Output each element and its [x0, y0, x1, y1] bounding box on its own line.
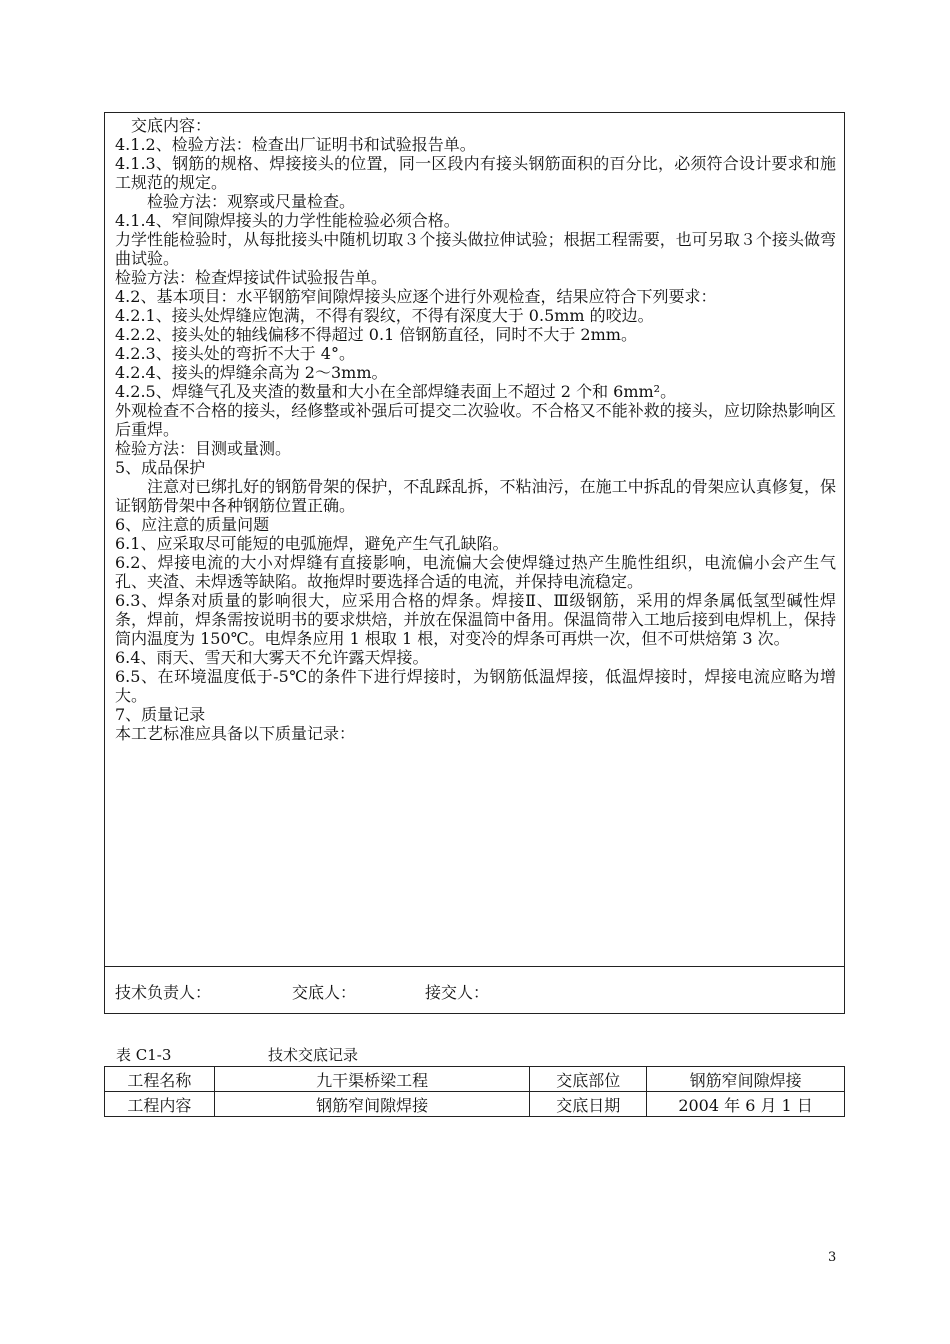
tech-lead-label: 技术负责人： — [115, 983, 212, 1002]
body-line: 4.2.3、接头处的弯折不大于 4°。 — [115, 344, 355, 363]
section-heading: 7、质量记录 — [115, 705, 206, 724]
project-content-label: 工程内容 — [105, 1092, 215, 1117]
body-line: 外观检查不合格的接头，经修整或补强后可提交二次验收。不合格又不能补救的接头，应切除热影响区后重焊。 — [115, 401, 836, 439]
form-title: 技术交底记录 — [268, 1046, 359, 1064]
body-line: 4.2.4、接头的焊缝余高为 2～3mm。 — [115, 363, 388, 382]
body-line: 检验方法：检查焊接试件试验报告单。 — [115, 268, 388, 287]
section-heading: 5、成品保护 — [115, 458, 206, 477]
disclosure-content-box — [104, 112, 845, 1014]
disclosure-part-label: 交底部位 — [530, 1067, 647, 1092]
table-row — [105, 1067, 845, 1092]
page-number: 3 — [828, 1250, 837, 1265]
body-line: 6.5、在环境温度低于-5℃的条件下进行焊接时，为钢筋低温焊接，低温焊接时，焊接电流应略为增大。 — [115, 667, 836, 705]
body-line: 4.2.1、接头处焊缝应饱满，不得有裂纹，不得有深度大于 0.5mm 的咬边。 — [115, 306, 654, 325]
body-line: 检验方法：观察或尺量检查。 — [115, 192, 356, 211]
content-heading: 交底内容： — [115, 116, 212, 135]
body-line: 6.3、焊条对质量的影响很大，应采用合格的焊条。焊接Ⅱ、Ⅲ级钢筋，采用的焊条属低氢型碱性焊条，焊前，焊条需按说明书的要求烘焙，并放在保温筒中备用。保温筒带入工地后接到电焊机上，保持筒内温度为 150℃。电焊条应用 1 根取 1 根，对变冷的焊条可再烘一次，但不可烘焙第 3 次。 — [115, 591, 836, 648]
form-number: 表 C1-3 — [116, 1046, 172, 1064]
presenter-label: 交底人： — [292, 983, 357, 1002]
disclosure-body — [115, 116, 836, 743]
body-line: 4.2.2、接头处的轴线偏移不得超过 0.1 倍钢筋直径，同时不大于 2mm。 — [115, 325, 637, 344]
receiver-label: 接交人： — [425, 983, 490, 1002]
disclosure-date-value: 2004 年 6 月 1 日 — [647, 1092, 845, 1117]
body-line: 6.2、焊接电流的大小对焊缝有直接影响，电流偏大会使焊缝过热产生脆性组织，电流偏小会产生气孔、夹渣、未焊透等缺陷。故拖焊时要选择合适的电流，并保持电流稳定。 — [115, 553, 836, 591]
body-line: 6.1、应采取尽可能短的电弧施焊，避免产生气孔缺陷。 — [115, 534, 509, 553]
body-line: 4.2、基本项目：水平钢筋窄间隙焊接头应逐个进行外观检查，结果应符合下列要求： — [115, 287, 717, 306]
body-line: 6.4、雨天、雪天和大雾天不允许露天焊接。 — [115, 648, 429, 667]
disclosure-part-value: 钢筋窄间隙焊接 — [647, 1067, 845, 1092]
body-line: 4.1.4、窄间隙焊接头的力学性能检验必须合格。 — [115, 211, 460, 230]
project-content-value: 钢筋窄间隙焊接 — [214, 1092, 529, 1117]
body-line: 检验方法：目测或量测。 — [115, 439, 292, 458]
body-line: 4.1.3、钢筋的规格、焊接接头的位置，同一区段内有接头钢筋面积的百分比，必须符合设计要求和施工规范的规定。 — [115, 154, 836, 192]
table-row — [105, 1092, 845, 1117]
body-line: 本工艺标准应具备以下质量记录： — [115, 724, 356, 743]
project-name-value: 九干渠桥梁工程 — [214, 1067, 529, 1092]
body-line: 力学性能检验时，从每批接头中随机切取３个接头做拉伸试验；根据工程需要，也可另取３个接头做弯曲试验。 — [115, 230, 836, 268]
body-line: 注意对已绑扎好的钢筋骨架的保护，不乱踩乱拆，不粘油污，在施工中拆乱的骨架应认真修复，保证钢筋骨架中各种钢筋位置正确。 — [115, 477, 836, 515]
signature-row — [105, 966, 844, 1015]
section-heading: 6、应注意的质量问题 — [115, 515, 270, 534]
disclosure-date-label: 交底日期 — [530, 1092, 647, 1117]
project-name-label: 工程名称 — [105, 1067, 215, 1092]
body-line: 4.1.2、检验方法：检查出厂证明书和试验报告单。 — [115, 135, 476, 154]
body-line: 4.2.5、焊缝气孔及夹渣的数量和大小在全部焊缝表面上不超过 2 个和 6mm²。 — [115, 382, 677, 401]
project-info-table — [104, 1066, 845, 1117]
